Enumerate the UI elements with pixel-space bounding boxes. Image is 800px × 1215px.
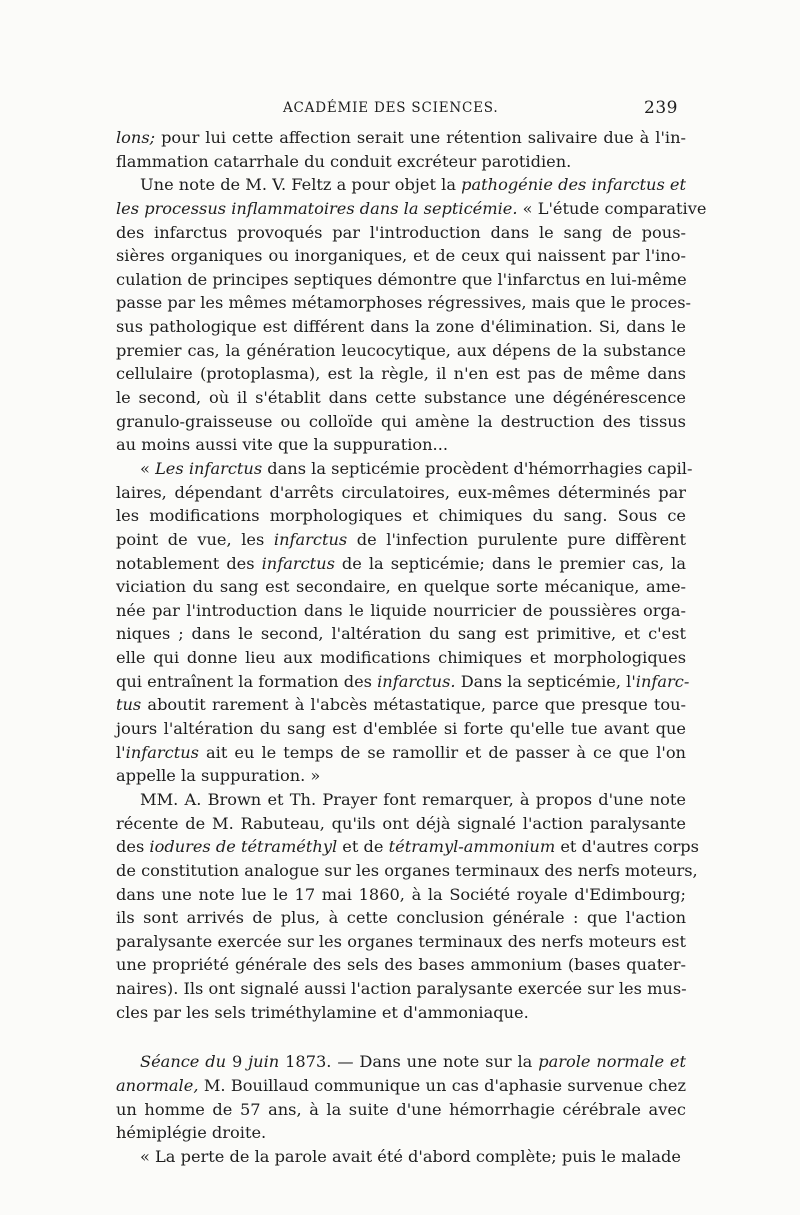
text-run: 9 xyxy=(226,1052,249,1072)
text-line xyxy=(116,244,686,268)
text-run: laires, dépendant d'arrêts circulatoires, eux-mêmes déterminés par xyxy=(116,482,686,502)
text-line xyxy=(116,504,686,528)
text-line xyxy=(116,1098,686,1122)
text-run: de constitution analogue sur les organes terminaux des nerfs moteurs, xyxy=(116,860,698,880)
text-line xyxy=(116,764,686,788)
text-run: premier cas, la génération leucocytique, aux dépens de la substance xyxy=(116,340,686,360)
italic-text: infarc- xyxy=(635,671,690,691)
text-run: cellulaire (protoplasma), est la règle, il n'en est pas de même dans xyxy=(116,364,686,384)
page-body xyxy=(116,126,707,1169)
text-run: le second, où il s'établit dans cette substance une dégénérescence xyxy=(116,388,686,408)
italic-text: tus xyxy=(116,695,142,715)
text-line xyxy=(116,575,686,599)
text-run: dans une note lue le 17 mai 1860, à la Société royale d'Edimbourg; xyxy=(116,884,686,904)
text-run: qui entraînent la formation des xyxy=(116,671,378,691)
paragraph xyxy=(116,126,686,173)
text-run: aboutit rarement à l'abcès métastatique, parce que presque tou- xyxy=(141,695,686,715)
text-line xyxy=(116,670,690,694)
text-run: les modifications morphologiques et chimiques du sang. Sous ce xyxy=(116,506,686,526)
text-line xyxy=(116,126,686,150)
text-run: ait eu le temps de se ramollir et de passer à ce que l'on xyxy=(198,742,686,762)
italic-text: iodures de tétraméthyl xyxy=(149,837,338,857)
paragraph xyxy=(116,1145,686,1169)
text-run: MM. A. Brown et Th. Prayer font remarquer, à propos d'une note xyxy=(140,789,686,809)
italic-text: tétramyl-ammonium xyxy=(388,837,556,857)
text-line xyxy=(116,1001,686,1025)
text-run: un homme de 57 ans, à la suite d'une hémorrhagie cérébrale avec xyxy=(116,1099,686,1119)
text-run: point de vue, les xyxy=(116,529,274,549)
paragraph xyxy=(116,1050,686,1145)
text-run: hémiplégie droite. xyxy=(116,1123,267,1143)
text-line xyxy=(116,552,686,576)
text-run: niques ; dans le second, l'altération du sang est primitive, et c'est xyxy=(116,624,686,644)
paragraph xyxy=(116,457,693,788)
text-line xyxy=(116,930,686,954)
text-run: passe par les mêmes métamorphoses régressives, mais que le proces- xyxy=(116,293,691,313)
text-line xyxy=(116,977,686,1001)
text-line xyxy=(116,953,686,977)
text-line xyxy=(116,717,686,741)
text-line xyxy=(116,291,691,315)
text-run: paralysante exercée sur les organes terminaux des nerfs moteurs est xyxy=(116,931,686,951)
text-line xyxy=(116,339,686,363)
text-run: sus pathologique est différent dans la zone d'élimination. Si, dans le xyxy=(116,317,686,337)
text-run: « L'étude comparative xyxy=(517,198,707,218)
text-run: récente de M. Rabuteau, qu'ils ont déjà signalé l'action paralysante xyxy=(116,813,686,833)
text-line xyxy=(116,812,686,836)
italic-text: juin xyxy=(248,1052,280,1072)
text-run: de l'infection purulente pure diffèrent xyxy=(347,529,686,549)
text-line xyxy=(116,622,686,646)
page-number: 239 xyxy=(644,98,678,118)
text-run: elle qui donne lieu aux modifications chimiques et morphologiques xyxy=(116,648,686,668)
text-line xyxy=(116,268,686,292)
text-run: et de xyxy=(337,837,389,857)
text-run: Une note de M. V. Feltz a pour objet la xyxy=(140,175,462,195)
section-gap xyxy=(116,1024,686,1050)
text-line xyxy=(116,1050,686,1074)
text-run: culation de principes septiques démontre que l'infarctus en lui-même xyxy=(116,269,687,289)
text-line xyxy=(116,693,686,717)
italic-text: Les infarctus xyxy=(155,458,263,478)
italic-text: infarctus xyxy=(261,553,335,573)
text-line xyxy=(116,788,686,812)
text-line xyxy=(116,197,707,221)
text-run: au moins aussi vite que la suppuration... xyxy=(116,435,448,455)
text-run: notablement des xyxy=(116,553,262,573)
text-run: ils sont arrivés de plus, à cette conclusion générale : que l'action xyxy=(116,908,686,928)
text-line xyxy=(116,599,686,623)
text-line xyxy=(116,883,686,907)
text-line xyxy=(116,315,686,339)
italic-text: lons; xyxy=(116,128,156,147)
text-run: cles par les sels triméthylamine et d'ammoniaque. xyxy=(116,1002,529,1022)
italic-text: parole normale et xyxy=(538,1052,687,1072)
text-line xyxy=(116,835,699,859)
text-run: des infarctus provoqués par l'introduction dans le sang de pous- xyxy=(116,222,686,242)
text-run: flammation catarrhale du conduit excréteur parotidien. xyxy=(116,151,572,171)
text-run: jours l'altération du sang est d'emblée si forte qu'elle tue avant que xyxy=(116,719,686,739)
italic-text: infarctus. xyxy=(377,671,456,691)
text-line xyxy=(116,1145,686,1169)
text-run: viciation du sang est secondaire, en quelque sorte mécanique, ame- xyxy=(116,577,686,597)
italic-text: Séance du xyxy=(140,1052,227,1072)
text-run: une propriété générale des sels des bases ammonium (bases quater- xyxy=(116,955,686,975)
text-line xyxy=(116,741,686,765)
italic-text: infarctus xyxy=(273,529,348,549)
text-run: des xyxy=(116,837,150,857)
text-run: Dans la septicémie, l' xyxy=(455,671,636,691)
text-line xyxy=(116,481,686,505)
text-line xyxy=(116,173,686,197)
text-run: « xyxy=(140,458,156,478)
text-run: pour lui cette affection serait une rétention salivaire due à l'in- xyxy=(155,128,686,147)
text-line xyxy=(116,859,698,883)
text-line xyxy=(116,1121,686,1145)
text-run: sières organiques ou inorganiques, et de ceux qui naissent par l'ino- xyxy=(116,246,686,266)
text-run: l' xyxy=(116,742,126,762)
text-line xyxy=(116,528,686,552)
text-run: granulo-graisseuse ou colloïde qui amène la destruction des tissus xyxy=(116,411,686,431)
text-line xyxy=(116,150,686,174)
text-line xyxy=(116,362,686,386)
running-head: ACADÉMIE DES SCIENCES. xyxy=(283,100,499,116)
text-run: née par l'introduction dans le liquide nourricier de poussières orga- xyxy=(116,600,686,620)
text-run: 1873. — Dans une note sur la xyxy=(279,1052,539,1072)
text-run: « La perte de la parole avait été d'abord complète; puis le malade xyxy=(140,1146,681,1166)
text-line xyxy=(116,221,686,245)
italic-text: pathogénie des infarctus et xyxy=(461,175,686,195)
text-line xyxy=(116,906,686,930)
text-line xyxy=(116,433,686,457)
text-run: naires). Ils ont signalé aussi l'action paralysante exercée sur les mus- xyxy=(116,979,687,999)
text-line xyxy=(116,1074,686,1098)
text-run: appelle la suppuration. » xyxy=(116,766,321,786)
paragraph xyxy=(116,173,707,457)
text-line xyxy=(116,646,686,670)
text-run: dans la septicémie procèdent d'hémorrhagies capil- xyxy=(262,458,693,478)
text-line xyxy=(116,410,686,434)
italic-text: infarctus xyxy=(125,742,199,762)
paragraph xyxy=(116,788,699,1024)
text-run: de la septicémie; dans le premier cas, la xyxy=(334,553,686,573)
italic-text: les processus inflammatoires dans la septicémie. xyxy=(116,198,518,218)
text-line xyxy=(116,457,693,481)
text-run: M. Bouillaud communique un cas d'aphasie survenue chez xyxy=(198,1075,686,1095)
italic-text: anormale, xyxy=(116,1075,199,1095)
text-run: et d'autres corps xyxy=(555,837,699,857)
text-line xyxy=(116,386,686,410)
